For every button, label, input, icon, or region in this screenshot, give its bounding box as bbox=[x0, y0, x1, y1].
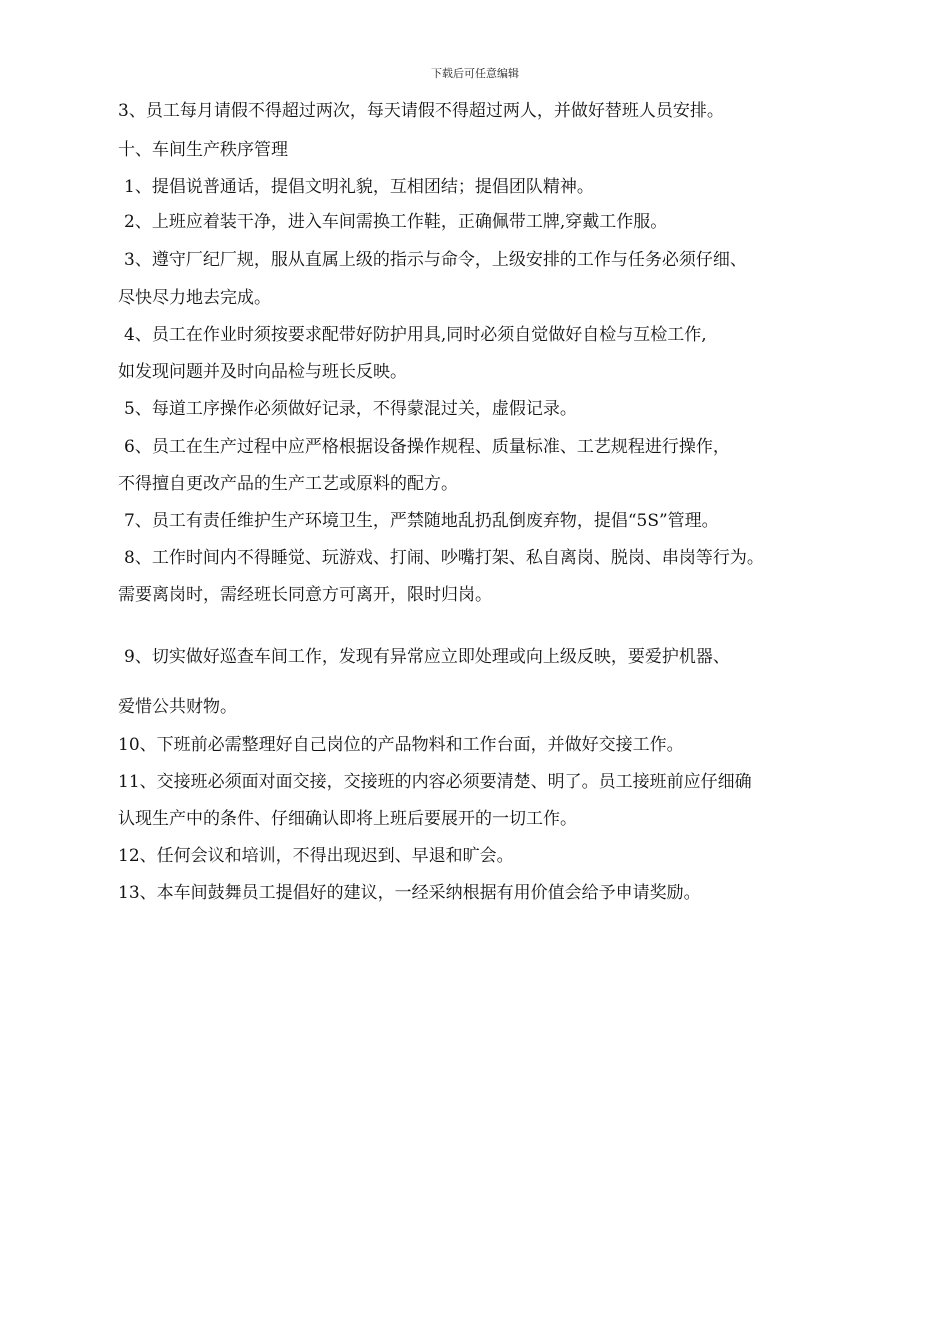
rule-line-10: 6、员工在生产过程中应严格根据设备操作规程、质量标准、工艺规程进行操作， bbox=[124, 437, 730, 457]
rule-line-14: 需要离岗时，需经班长同意方可离开，限时归岗。 bbox=[118, 585, 492, 605]
rule-line-4: 2、上班应着装干净，进入车间需换工作鞋，正确佩带工牌,穿戴工作服。 bbox=[124, 212, 668, 232]
rule-line-20: 12、任何会议和培训，不得出现迟到、早退和旷会。 bbox=[118, 846, 514, 866]
rule-line-1: 3、员工每月请假不得超过两次，每天请假不得超过两人，并做好替班人员安排。 bbox=[118, 101, 724, 121]
rule-line-15: 9、切实做好巡查车间工作，发现有异常应立即处理或向上级反映，要爱护机器、 bbox=[124, 647, 730, 667]
rule-line-7: 4、员工在作业时须按要求配带好防护用具,同时必须自觉做好自检与互检工作, bbox=[124, 325, 707, 345]
rule-line-17: 10、下班前必需整理好自己岗位的产品物料和工作台面，并做好交接工作。 bbox=[118, 735, 684, 755]
rule-line-16: 爱惜公共财物。 bbox=[118, 697, 237, 717]
rule-line-6: 尽快尽力地去完成。 bbox=[118, 288, 271, 308]
rule-line-9: 5、每道工序操作必须做好记录，不得蒙混过关，虚假记录。 bbox=[124, 399, 577, 419]
rule-line-11: 不得擅自更改产品的生产工艺或原料的配方。 bbox=[118, 474, 458, 494]
section-heading: 十、车间生产秩序管理 bbox=[118, 140, 288, 160]
rule-line-12: 7、员工有责任维护生产环境卫生，严禁随地乱扔乱倒废弃物，提倡“5S”管理。 bbox=[124, 511, 719, 531]
header-note: 下载后可任意编辑 bbox=[431, 67, 519, 80]
rule-line-3: 1、提倡说普通话，提倡文明礼貌，互相团结；提倡团队精神。 bbox=[124, 177, 594, 197]
rule-line-13: 8、工作时间内不得睡觉、玩游戏、打闹、吵嘴打架、私自离岗、脱岗、串岗等行为。 bbox=[124, 548, 764, 568]
rule-line-21: 13、本车间鼓舞员工提倡好的建议，一经采纳根据有用价值会给予申请奖励。 bbox=[118, 883, 701, 903]
rule-line-8: 如发现问题并及时向品检与班长反映。 bbox=[118, 362, 407, 382]
rule-line-18: 11、交接班必须面对面交接，交接班的内容必须要清楚、明了。员工接班前应仔细确 bbox=[118, 772, 752, 792]
rule-line-5: 3、遵守厂纪厂规，服从直属上级的指示与命令，上级安排的工作与任务必须仔细、 bbox=[124, 250, 747, 270]
rule-line-19: 认现生产中的条件、仔细确认即将上班后要展开的一切工作。 bbox=[118, 809, 577, 829]
